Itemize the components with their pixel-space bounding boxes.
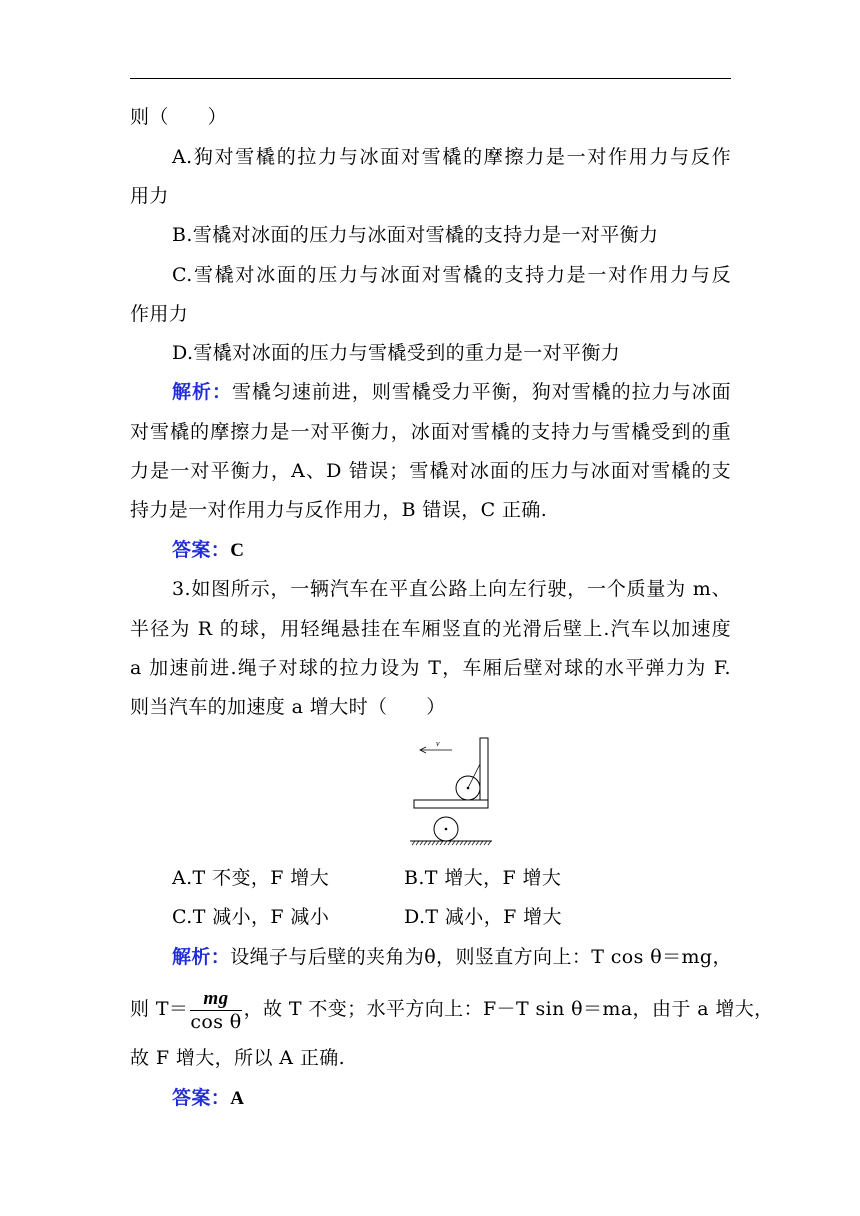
q2-analysis-line1: 解析：雪橇匀速前进，则雪橇受力平衡，狗对雪橇的拉力与冰面 bbox=[172, 381, 731, 403]
header-rule bbox=[130, 78, 731, 79]
q3-stem-line4: 则当汽车的加速度 a 增大时（ ） bbox=[130, 696, 446, 718]
q3-option-c: C.T 减小，F 减小 bbox=[172, 906, 330, 928]
q2-analysis-line2: 对雪橇的摩擦力是一对平衡力，冰面对雪橇的支持力与雪橇受到的重 bbox=[130, 421, 731, 443]
q2-answer-value: C bbox=[230, 540, 245, 561]
q2-option-d: D.雪橇对冰面的压力与雪橇受到的重力是一对平衡力 bbox=[172, 342, 621, 364]
q3-option-a: A.T 不变，F 增大 bbox=[172, 867, 330, 889]
fraction-mg-over-cos: $\frac{mg}{\text{cos θ}}$ bbox=[190, 987, 242, 1033]
car-ball-figure bbox=[400, 734, 496, 848]
q2-analysis-line3: 力是一对平衡力，A、D 错误；雪橇对冰面的压力与冰面对雪橇的支 bbox=[130, 460, 731, 482]
q2-answer-label: 答案： bbox=[172, 539, 231, 561]
q3-option-d: D.T 减小，F 增大 bbox=[404, 906, 562, 928]
q2-option-a-line2: 用力 bbox=[130, 185, 169, 207]
ground-hatch bbox=[412, 841, 491, 845]
q3-stem-line1: 3.如图所示，一辆汽车在平直公路上向左行驶，一个质量为 m、 bbox=[172, 578, 731, 600]
velocity-label: v bbox=[436, 739, 440, 748]
q3-stem-line2: 半径为 R 的球，用轻绳悬挂在车厢竖直的光滑后壁上.汽车以加速度 bbox=[130, 618, 731, 640]
rear-wall bbox=[480, 738, 488, 808]
car-floor bbox=[414, 800, 488, 808]
q2-stem-end: 则（ ） bbox=[130, 106, 228, 128]
q3-stem-line3: a 加速前进.绳子对球的拉力设为 T，车厢后壁对球的水平弹力为 F. bbox=[130, 657, 731, 679]
q2-analysis-line4: 持力是一对作用力与反作用力，B 错误，C 正确. bbox=[130, 499, 548, 521]
q2-analysis-label: 解析： bbox=[172, 381, 232, 403]
q3-answer bbox=[172, 1085, 731, 1112]
q3-answer-label: 答案： bbox=[172, 1087, 231, 1109]
q3-analysis-line1: 解析：设绳子与后壁的夹角为θ，则竖直方向上：T cos θ＝mg， bbox=[172, 946, 732, 968]
q3-analysis-line3: 故 F 增大，所以 A 正确. bbox=[130, 1047, 346, 1069]
wheel-hub bbox=[445, 828, 448, 831]
q2-option-b: B.雪橇对冰面的压力与冰面对雪橇的支持力是一对平衡力 bbox=[172, 224, 659, 246]
q3-option-b: B.T 增大，F 增大 bbox=[404, 867, 562, 889]
q2-option-a-line1: A.狗对雪橇的拉力与冰面对雪橇的摩擦力是一对作用力与反作 bbox=[172, 146, 731, 168]
q2-answer bbox=[172, 537, 731, 564]
q2-option-c-line1: C.雪橇对冰面的压力与冰面对雪橇的支持力是一对作用力与反 bbox=[172, 264, 731, 286]
q3-analysis-label: 解析： bbox=[172, 946, 231, 968]
q2-option-c-line2: 作用力 bbox=[130, 303, 189, 325]
q3-analysis-line2: 则 T＝ $\frac{mg}{\text{cos θ}}$ ，故 T 不变；水平方向上：F－T sin θ＝ma，由于 a 增大， bbox=[130, 987, 774, 1033]
q3-answer-value: A bbox=[230, 1088, 245, 1109]
